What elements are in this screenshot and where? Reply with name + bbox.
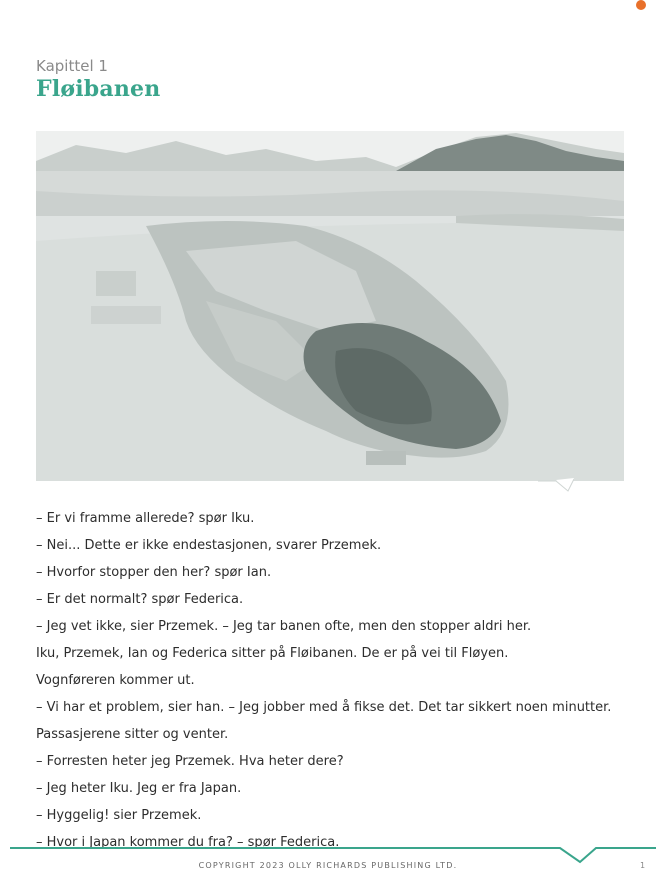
image-notch-decoration: [538, 478, 574, 494]
text-line: – Hyggelig! sier Przemek.: [36, 808, 202, 823]
text-line: – Hvorfor stopper den her? spør Ian.: [36, 565, 272, 580]
text-line: – Jeg heter Iku. Jeg er fra Japan.: [36, 781, 242, 796]
copyright-text: COPYRIGHT 2023 OLLY RICHARDS PUBLISHING LTD.: [198, 861, 458, 870]
text-line: – Forresten heter jeg Przemek. Hva heter dere?: [36, 754, 344, 769]
chapter-label: Kapittel 1: [36, 57, 108, 75]
text-line: Passasjerene sitter og venter.: [36, 727, 229, 742]
aerial-photo: [36, 131, 624, 481]
text-line: – Er vi framme allerede? spør Iku.: [36, 511, 255, 526]
text-line: – Hvor i Japan kommer du fra? – spør Federica.: [36, 835, 340, 850]
text-line: Vognføreren kommer ut.: [36, 673, 195, 688]
text-line: – Jeg vet ikke, sier Przemek. – Jeg tar banen ofte, men den stopper aldri her.: [36, 619, 532, 634]
text-line: – Er det normalt? spør Federica.: [36, 592, 244, 607]
text-line: – Nei... Dette er ikke endestasjonen, svarer Przemek.: [36, 538, 382, 553]
text-line: – Vi har et problem, sier han. – Jeg jobber med å fikse det. Det tar sikkert noen minutter.: [36, 700, 612, 715]
page-number: 1: [640, 861, 646, 870]
chapter-title: Fløibanen: [36, 76, 161, 102]
dialogue-text: [36, 505, 636, 856]
text-line: Iku, Przemek, Ian og Federica sitter på Fløibanen. De er på vei til Fløyen.: [36, 646, 509, 661]
notification-dot: [636, 0, 646, 10]
